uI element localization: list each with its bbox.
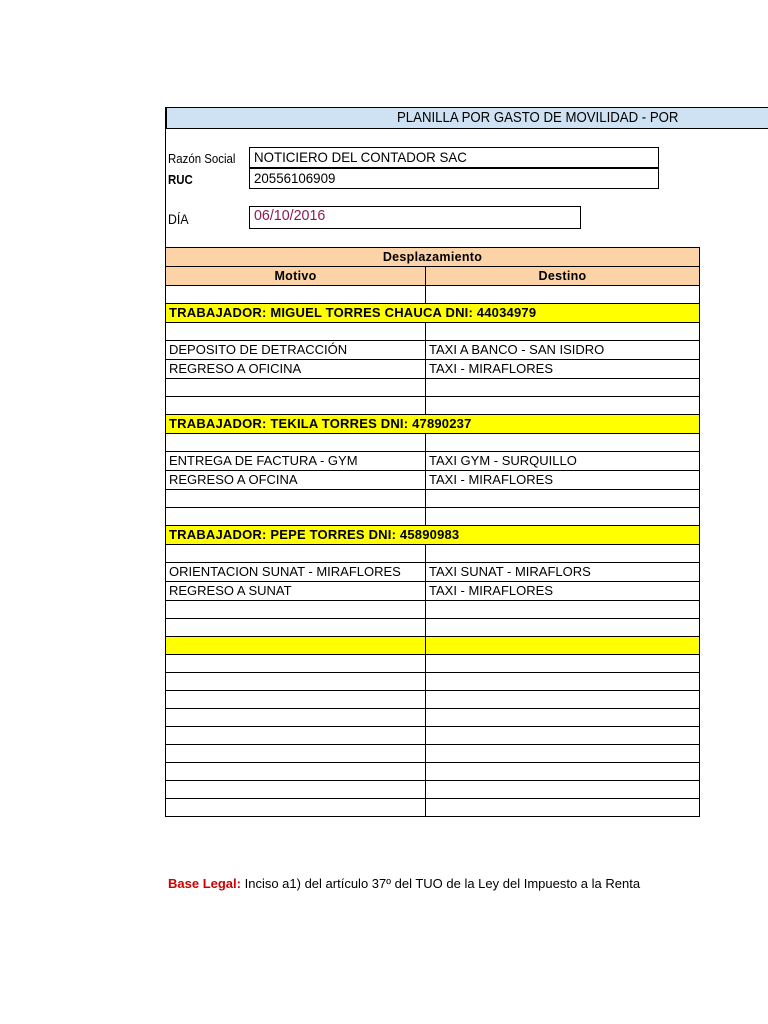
destino-cell[interactable] (426, 379, 700, 397)
destino-cell[interactable]: TAXI GYM - SURQUILLO (426, 452, 700, 471)
title-bar (166, 107, 768, 129)
destino-cell[interactable] (426, 745, 700, 763)
motivo-cell[interactable] (166, 323, 426, 341)
motivo-cell[interactable] (166, 601, 426, 619)
razon-social-value: NOTICIERO DEL CONTADOR SAC (254, 149, 467, 165)
column-header-row (166, 267, 700, 286)
motivo-cell[interactable] (166, 637, 426, 655)
motivo-cell[interactable] (166, 379, 426, 397)
table-row (166, 727, 700, 745)
destino-cell[interactable] (426, 545, 700, 563)
destino-cell[interactable] (426, 601, 700, 619)
worker-row (166, 415, 700, 434)
table-row (166, 360, 700, 379)
destino-cell[interactable] (426, 799, 700, 817)
table-row (166, 799, 700, 817)
dia-field[interactable] (249, 206, 581, 229)
motivo-cell[interactable]: REGRESO A OFCINA (166, 471, 426, 490)
motivo-cell[interactable] (166, 745, 426, 763)
motivo-cell[interactable] (166, 799, 426, 817)
motivo-cell[interactable] (166, 545, 426, 563)
table-row (166, 490, 700, 508)
worker-cell[interactable]: TRABAJADOR: TEKILA TORRES DNI: 47890237 (166, 415, 700, 434)
destino-cell[interactable] (426, 508, 700, 526)
motivo-cell[interactable] (166, 781, 426, 799)
destino-cell[interactable] (426, 709, 700, 727)
table-row (166, 637, 700, 655)
motivo-cell[interactable] (166, 673, 426, 691)
motivo-cell[interactable]: DEPOSITO DE DETRACCIÓN (166, 341, 426, 360)
destino-cell[interactable] (426, 397, 700, 415)
motivo-cell[interactable] (166, 286, 426, 304)
page-title: PLANILLA POR GASTO DE MOVILIDAD - POR (397, 109, 679, 126)
motivo-cell[interactable] (166, 655, 426, 673)
motivo-cell[interactable]: REGRESO A SUNAT (166, 582, 426, 601)
destino-cell[interactable] (426, 637, 700, 655)
destino-cell[interactable] (426, 619, 700, 637)
table-row (166, 508, 700, 526)
table-row (166, 582, 700, 601)
ruc-field[interactable] (249, 168, 659, 189)
ruc-value: 20556106909 (254, 170, 336, 186)
group-header-row (166, 248, 700, 267)
table-row (166, 655, 700, 673)
destino-cell[interactable] (426, 655, 700, 673)
table-row (166, 709, 700, 727)
destino-cell[interactable]: TAXI - MIRAFLORES (426, 360, 700, 379)
motivo-cell[interactable]: ORIENTACION SUNAT - MIRAFLORES (166, 563, 426, 582)
motivo-cell[interactable]: ENTREGA DE FACTURA - GYM (166, 452, 426, 471)
worker-cell[interactable]: TRABAJADOR: MIGUEL TORRES CHAUCA DNI: 44034979 (166, 304, 700, 323)
movilidad-table (165, 247, 700, 817)
destino-cell[interactable] (426, 286, 700, 304)
column-header-destino: Destino (426, 267, 700, 286)
worker-row (166, 526, 700, 545)
motivo-cell[interactable] (166, 763, 426, 781)
destino-cell[interactable] (426, 434, 700, 452)
table-row (166, 379, 700, 397)
table-row (166, 601, 700, 619)
table-row (166, 781, 700, 799)
table-row (166, 673, 700, 691)
table-row (166, 563, 700, 582)
dia-label: DÍA (168, 211, 189, 227)
table-row (166, 745, 700, 763)
base-legal (168, 876, 640, 891)
table-row (166, 763, 700, 781)
base-legal-label: Base Legal: (168, 876, 241, 891)
destino-cell[interactable] (426, 727, 700, 745)
motivo-cell[interactable] (166, 619, 426, 637)
destino-cell[interactable] (426, 763, 700, 781)
motivo-cell[interactable] (166, 434, 426, 452)
destino-cell[interactable] (426, 673, 700, 691)
worker-cell[interactable]: TRABAJADOR: PEPE TORRES DNI: 45890983 (166, 526, 700, 545)
table-row (166, 545, 700, 563)
column-header-motivo: Motivo (166, 267, 426, 286)
motivo-cell[interactable] (166, 691, 426, 709)
motivo-cell[interactable] (166, 490, 426, 508)
table-row (166, 286, 700, 304)
table-row (166, 434, 700, 452)
destino-cell[interactable] (426, 691, 700, 709)
razon-social-field[interactable] (249, 147, 659, 168)
ruc-label: RUC (168, 172, 193, 187)
destino-cell[interactable] (426, 781, 700, 799)
group-header-desplazamiento: Desplazamiento (166, 248, 700, 267)
table-row (166, 619, 700, 637)
table-row (166, 471, 700, 490)
left-border (165, 107, 166, 249)
destino-cell[interactable]: TAXI - MIRAFLORES (426, 582, 700, 601)
table-row (166, 397, 700, 415)
table-row (166, 691, 700, 709)
destino-cell[interactable] (426, 323, 700, 341)
destino-cell[interactable]: TAXI SUNAT - MIRAFLORS (426, 563, 700, 582)
motivo-cell[interactable] (166, 397, 426, 415)
base-legal-text: Inciso a1) del artículo 37º del TUO de la Ley del Impuesto a la Renta (244, 876, 641, 891)
motivo-cell[interactable] (166, 508, 426, 526)
razon-social-label: Razón Social (168, 151, 236, 166)
worker-row (166, 304, 700, 323)
destino-cell[interactable]: TAXI A BANCO - SAN ISIDRO (426, 341, 700, 360)
motivo-cell[interactable]: REGRESO A OFICINA (166, 360, 426, 379)
destino-cell[interactable]: TAXI - MIRAFLORES (426, 471, 700, 490)
destino-cell[interactable] (426, 490, 700, 508)
dia-value: 06/10/2016 (254, 207, 326, 224)
table-row (166, 452, 700, 471)
motivo-cell[interactable] (166, 727, 426, 745)
table-row (166, 341, 700, 360)
motivo-cell[interactable] (166, 709, 426, 727)
table-row (166, 323, 700, 341)
